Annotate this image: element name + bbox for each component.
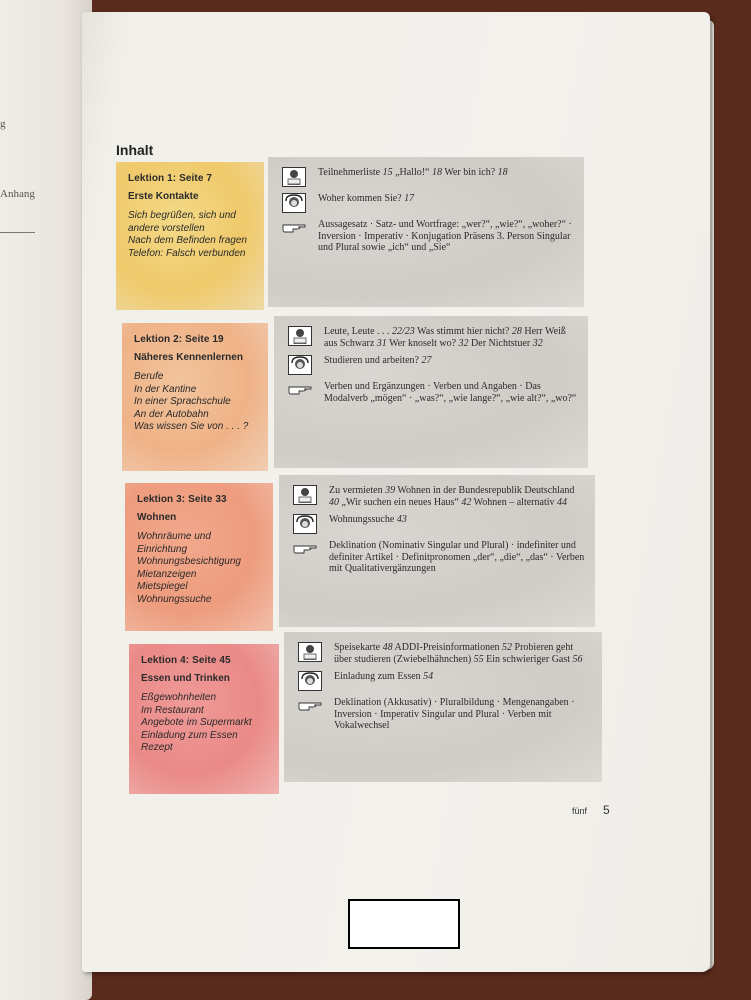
grammar-text: Deklination (Akkusativ) · Pluralbildung · Mengenangaben · Inversion · Imperativ Singular und Plural · Verben mit Vokalwechsel (334, 697, 575, 731)
grammar-text: Deklination (Nominativ Singular und Plural) · indefiniter und definiter Artikel · Definitpronomen „der“, „die“, „das“ · Verben mit Qualitativergänzungen (329, 540, 585, 574)
grammar-text: Verben und Ergänzungen · Verben und Angaben · Das Modalverb „mögen“ · „was?“, „wie lange?“, „wie alt?“, „wo?“ (324, 381, 577, 404)
entry-title: Zu vermieten (329, 485, 386, 496)
lesson-3-details (279, 475, 595, 627)
lesson-topics (141, 692, 269, 755)
entry-title: Einladung zum Essen (334, 671, 424, 682)
content-entry (293, 540, 585, 575)
entry-page: 56 (572, 653, 583, 665)
lesson-topic: An der Autobahn (134, 408, 209, 420)
entry-page: 17 (404, 193, 415, 204)
lesson-topic: Sich begrüßen, sich und andere vorstellen (128, 210, 236, 234)
lesson-2-details (274, 316, 588, 468)
content-entry (288, 326, 578, 349)
entry-page: 44 (557, 496, 568, 508)
pointing-hand-icon (293, 541, 317, 555)
redaction-box (348, 899, 460, 949)
entry-page: 31 (376, 337, 387, 349)
entry-page: 55 (473, 653, 484, 665)
lesson-topic: Wohnungsbesichtigung (137, 556, 241, 567)
content-entry (282, 167, 574, 187)
entry-title: Wohnen in der Bundesrepublik Deutschland (397, 485, 575, 496)
reading-person-icon (282, 167, 306, 187)
lesson-heading: Lektion 2: Seite 19 (134, 334, 224, 345)
lesson-topic: In der Kantine (134, 383, 197, 395)
reading-person-icon (288, 326, 312, 346)
entry-title: ADDI-Preisinformationen (394, 642, 503, 653)
entry-page: 18 (432, 167, 442, 178)
entry-page: 39 (385, 485, 396, 496)
entry-title: „Hallo!“ (395, 167, 432, 178)
entry-page: 28 (511, 326, 522, 337)
lesson-2-box (122, 323, 268, 471)
entry-title: Wer knoselt wo? (389, 337, 459, 349)
lesson-topic: Angebote im Supermarkt (141, 717, 252, 728)
listening-person-icon (288, 355, 312, 375)
grammar-text: Aussagesatz · Satz- und Wortfrage: „wer?“, „wie?“, „woher?“ · Inversion · Imperativ · Konjugation Präsens 3. Person Singular und Plural sowie „ich“ und „Sie“ (318, 219, 572, 253)
entry-page: 52 (502, 642, 513, 653)
lesson-topic: Wohnungssuche (137, 593, 212, 605)
content-entry (298, 642, 592, 665)
left-page-edge (0, 0, 92, 1000)
entry-page: 54 (423, 671, 434, 682)
entry-page: 32 (532, 337, 543, 349)
pointing-hand-icon (298, 698, 322, 712)
entry-title: „Wir suchen ein neues Haus“ (341, 496, 462, 508)
entry-page: 32 (458, 337, 469, 349)
left-page-fragment: g (0, 118, 6, 130)
lesson-topic: Rezept (141, 742, 173, 753)
content-entry (293, 485, 585, 508)
lesson-topic: In einer Sprachschule (134, 396, 231, 407)
lesson-name: Wohnen (137, 512, 177, 523)
entry-title: Woher kommen Sie? (318, 193, 405, 204)
lesson-topic: Nach dem Befinden fragen (128, 235, 247, 246)
lesson-topics (128, 210, 254, 260)
entry-page: 43 (396, 514, 407, 525)
pointing-hand-icon (288, 382, 312, 396)
page-title: Inhalt (116, 142, 154, 158)
lesson-topic: Einladung zum Essen (141, 729, 238, 741)
entry-page: 18 (497, 167, 508, 178)
reading-person-icon (298, 642, 322, 662)
content-entry (298, 697, 592, 732)
lesson-heading: Lektion 3: Seite 33 (137, 494, 227, 505)
entry-page: 22/23 (392, 326, 415, 337)
listening-person-icon (298, 671, 322, 691)
left-page-fragment: Anhang (0, 188, 35, 200)
lesson-topic: Im Restaurant (141, 704, 204, 716)
lesson-topic: Berufe (134, 371, 164, 382)
content-entry (282, 193, 574, 213)
lesson-1-details (268, 157, 584, 307)
entry-title: Wohnungssuche (329, 514, 397, 525)
pointing-hand-icon (282, 220, 306, 234)
lesson-topic: Mietspiegel (137, 581, 188, 592)
entry-title: Studieren und arbeiten? (324, 355, 422, 366)
entry-title: Ein schwieriger Gast (486, 653, 573, 665)
page-number: 5 (603, 803, 610, 817)
content-entry (282, 219, 574, 254)
lesson-name: Essen und Trinken (141, 673, 230, 684)
lesson-topic: Telefon: Falsch verbunden (128, 247, 246, 259)
page-number-word: fünf (572, 806, 588, 816)
entry-title: Wer bin ich? (444, 167, 498, 178)
listening-person-icon (293, 514, 317, 534)
lesson-name: Näheres Kennenlernen (134, 352, 243, 363)
content-entry (288, 355, 578, 375)
entry-page: 27 (421, 355, 432, 366)
lesson-topic: Wohnräume und Einrichtung (137, 531, 211, 555)
entry-page: 40 (329, 496, 339, 508)
lesson-topics (137, 531, 263, 606)
lesson-name: Erste Kontakte (128, 191, 199, 202)
lesson-4-details (284, 632, 602, 782)
entry-title: Speisekarte (334, 642, 383, 653)
entry-title: Teilnehmerliste (318, 167, 383, 178)
content-entry (298, 671, 592, 691)
lesson-1-box (116, 162, 264, 310)
lesson-topic: Was wissen Sie von . . . ? (134, 421, 249, 432)
left-page-rule (0, 232, 35, 233)
entry-title: Leute, Leute . . . (324, 326, 393, 337)
listening-person-icon (282, 193, 306, 213)
entry-title: Was stimmt hier nicht? (417, 326, 512, 337)
lesson-topics (134, 371, 258, 434)
lesson-heading: Lektion 4: Seite 45 (141, 655, 231, 666)
entry-title: Probieren geht über studieren (Zwiebelhähnchen) (334, 642, 574, 665)
lesson-topic: Mietanzeigen (137, 568, 197, 580)
entry-title: Wohnen – alternativ (473, 496, 558, 508)
entry-title: Herr Weiß aus Schwarz (324, 326, 566, 349)
reading-person-icon (293, 485, 317, 505)
entry-page: 15 (382, 167, 393, 178)
lesson-topic: Eßgewohnheiten (141, 692, 217, 703)
content-entry (293, 514, 585, 534)
entry-title: Der Nichtstuer (471, 337, 533, 349)
lesson-3-box (125, 483, 273, 631)
content-entry (288, 381, 578, 404)
lesson-4-box (129, 644, 279, 794)
entry-page: 48 (382, 642, 393, 653)
lesson-heading: Lektion 1: Seite 7 (128, 173, 213, 184)
entry-page: 42 (461, 496, 472, 508)
